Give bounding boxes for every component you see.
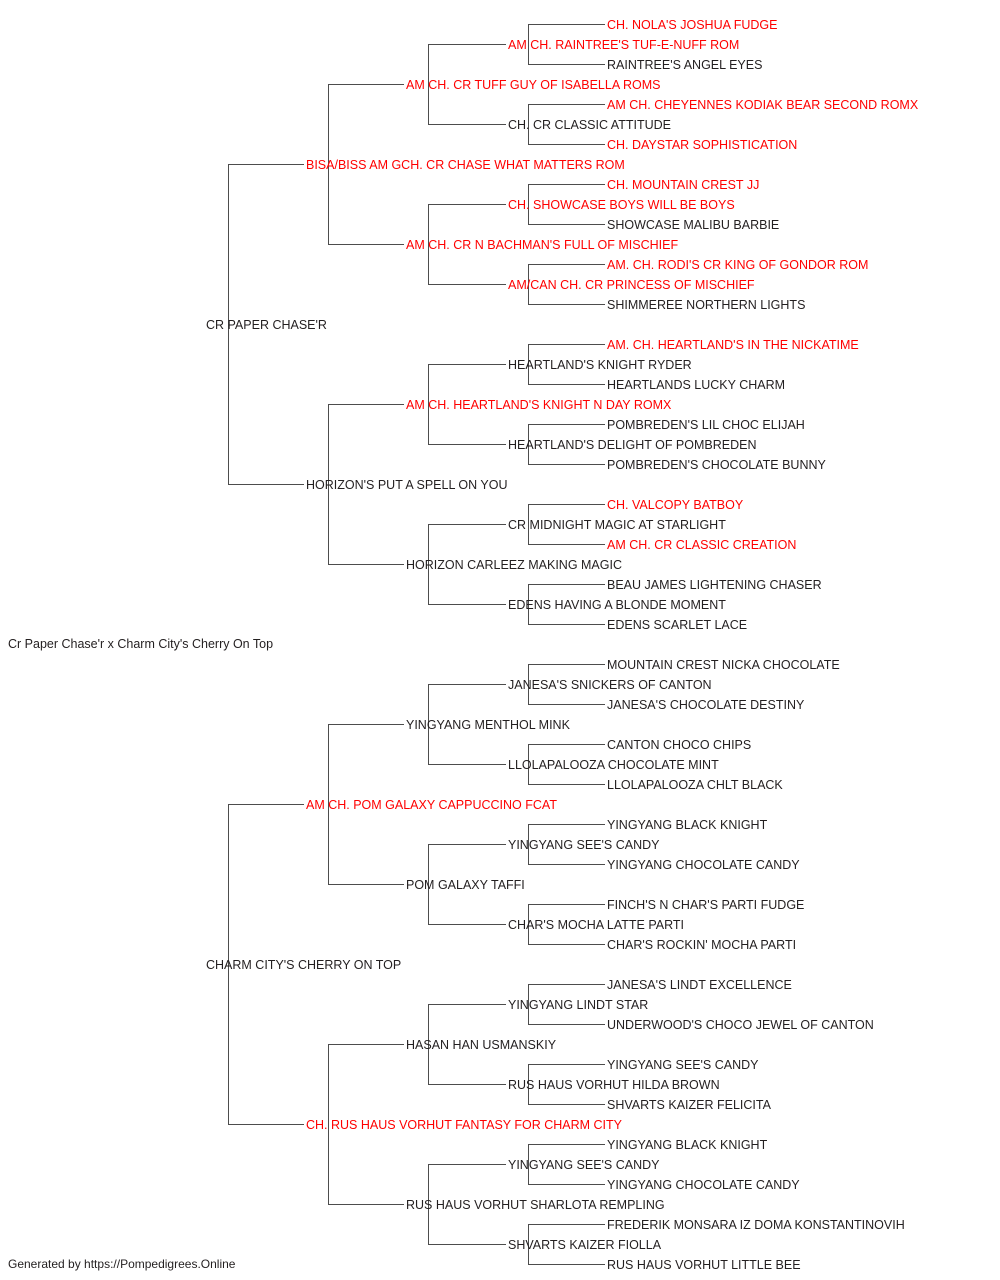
pedigree-connector	[528, 1264, 605, 1265]
pedigree-connector	[528, 1024, 605, 1025]
pedigree-node[interactable]: AM CH. CHEYENNES KODIAK BEAR SECOND ROMX	[607, 98, 919, 112]
pedigree-node[interactable]: HEARTLAND'S DELIGHT OF POMBREDEN	[508, 438, 757, 452]
pedigree-node[interactable]: CANTON CHOCO CHIPS	[607, 738, 752, 752]
pedigree-node[interactable]: CH. SHOWCASE BOYS WILL BE BOYS	[508, 198, 735, 212]
pedigree-connector	[428, 764, 506, 765]
pedigree-connector	[528, 664, 605, 665]
pedigree-node[interactable]: YINGYANG BLACK KNIGHT	[607, 1138, 768, 1152]
pedigree-node[interactable]: LLOLAPALOOZA CHOCOLATE MINT	[508, 758, 719, 772]
pedigree-node[interactable]: SHVARTS KAIZER FELICITA	[607, 1098, 771, 1112]
pedigree-node[interactable]: RUS HAUS VORHUT LITTLE BEE	[607, 1258, 801, 1272]
pedigree-node[interactable]: CH. MOUNTAIN CREST JJ	[607, 178, 760, 192]
pedigree-connector	[428, 1244, 506, 1245]
pedigree-connector	[528, 1104, 605, 1105]
pedigree-node[interactable]: RAINTREE'S ANGEL EYES	[607, 58, 763, 72]
pedigree-connector	[428, 1004, 506, 1005]
pedigree-connector	[228, 1124, 304, 1125]
pedigree-connector	[528, 384, 605, 385]
pedigree-connector	[228, 164, 304, 165]
pedigree-connector	[428, 1164, 506, 1165]
pedigree-connector	[428, 444, 506, 445]
pedigree-node[interactable]: CHAR'S ROCKIN' MOCHA PARTI	[607, 938, 797, 952]
pedigree-connector	[528, 64, 605, 65]
pedigree-node[interactable]: HORIZON'S PUT A SPELL ON YOU	[306, 478, 508, 492]
pedigree-connector	[328, 84, 404, 85]
pedigree-connector	[528, 744, 605, 745]
pedigree-connector	[428, 604, 506, 605]
pedigree-connector	[528, 824, 605, 825]
pedigree-connector	[528, 144, 605, 145]
pedigree-node[interactable]: POMBREDEN'S LIL CHOC ELIJAH	[607, 418, 805, 432]
pedigree-connector	[528, 1224, 605, 1225]
pedigree-connector	[528, 304, 605, 305]
pedigree-connector	[528, 1064, 605, 1065]
pedigree-connector	[228, 484, 304, 485]
pedigree-node[interactable]: AM/CAN CH. CR PRINCESS OF MISCHIEF	[508, 278, 755, 292]
pedigree-node[interactable]: JANESA'S LINDT EXCELLENCE	[607, 978, 792, 992]
pedigree-connector	[228, 804, 304, 805]
generated-by-footer: Generated by https://Pompedigrees.Online	[8, 1257, 236, 1271]
pedigree-connector	[528, 904, 605, 905]
pedigree-node[interactable]: CR PAPER CHASE'R	[206, 318, 327, 332]
pedigree-node[interactable]: CH. NOLA'S JOSHUA FUDGE	[607, 18, 778, 32]
pedigree-node[interactable]: RUS HAUS VORHUT SHARLOTA REMPLING	[406, 1198, 665, 1212]
pedigree-connector	[328, 1044, 404, 1045]
pedigree-connector	[428, 44, 506, 45]
pedigree-connector	[528, 464, 605, 465]
pedigree-node[interactable]: EDENS SCARLET LACE	[607, 618, 748, 632]
pedigree-connector	[428, 1084, 506, 1085]
pedigree-connector	[328, 564, 404, 565]
pedigree-caption: Cr Paper Chase'r x Charm City's Cherry On Top	[8, 637, 274, 651]
pedigree-connector	[528, 504, 605, 505]
pedigree-connector	[428, 204, 506, 205]
pedigree-connector	[528, 1184, 605, 1185]
pedigree-connector	[528, 224, 605, 225]
pedigree-node[interactable]: AM. CH. RODI'S CR KING OF GONDOR ROM	[607, 258, 869, 272]
pedigree-connector	[328, 1204, 404, 1205]
pedigree-node[interactable]: AM. CH. HEARTLAND'S IN THE NICKATIME	[607, 338, 859, 352]
pedigree-connector	[528, 584, 605, 585]
pedigree-connector	[528, 424, 605, 425]
pedigree-connector	[528, 184, 605, 185]
pedigree-connector	[428, 524, 506, 525]
pedigree-node[interactable]: AM CH. CR TUFF GUY OF ISABELLA ROMS	[406, 78, 661, 92]
pedigree-connector	[528, 104, 605, 105]
pedigree-node[interactable]: UNDERWOOD'S CHOCO JEWEL OF CANTON	[607, 1018, 874, 1032]
pedigree-node[interactable]: CHAR'S MOCHA LATTE PARTI	[508, 918, 685, 932]
pedigree-node[interactable]: FINCH'S N CHAR'S PARTI FUDGE	[607, 898, 805, 912]
pedigree-node[interactable]: CH. VALCOPY BATBOY	[607, 498, 744, 512]
pedigree-node[interactable]: SHOWCASE MALIBU BARBIE	[607, 218, 780, 232]
pedigree-connector	[428, 364, 506, 365]
pedigree-node[interactable]: YINGYANG LINDT STAR	[508, 998, 649, 1012]
pedigree-connector	[528, 704, 605, 705]
pedigree-node[interactable]: AM CH. POM GALAXY CAPPUCCINO FCAT	[306, 798, 557, 812]
pedigree-connector	[428, 284, 506, 285]
pedigree-node[interactable]: AM CH. RAINTREE'S TUF-E-NUFF ROM	[508, 38, 740, 52]
pedigree-connector	[328, 884, 404, 885]
pedigree-connector	[528, 24, 605, 25]
pedigree-node[interactable]: HASAN HAN USMANSKIY	[406, 1038, 557, 1052]
pedigree-node[interactable]: BISA/BISS AM GCH. CR CHASE WHAT MATTERS ROM	[306, 158, 625, 172]
pedigree-node[interactable]: AM CH. HEARTLAND'S KNIGHT N DAY ROMX	[406, 398, 672, 412]
pedigree-node[interactable]: RUS HAUS VORHUT HILDA BROWN	[508, 1078, 720, 1092]
pedigree-node[interactable]: YINGYANG CHOCOLATE CANDY	[607, 858, 800, 872]
pedigree-connector	[428, 844, 506, 845]
pedigree-connector	[528, 1144, 605, 1145]
pedigree-node[interactable]: CR MIDNIGHT MAGIC AT STARLIGHT	[508, 518, 726, 532]
pedigree-node[interactable]: SHIMMEREE NORTHERN LIGHTS	[607, 298, 806, 312]
pedigree-connector	[528, 944, 605, 945]
pedigree-connector	[528, 344, 605, 345]
pedigree-node[interactable]: CHARM CITY'S CHERRY ON TOP	[206, 958, 402, 972]
pedigree-connector	[528, 544, 605, 545]
pedigree-node[interactable]: YINGYANG BLACK KNIGHT	[607, 818, 768, 832]
pedigree-connector	[328, 244, 404, 245]
pedigree-node[interactable]: HEARTLANDS LUCKY CHARM	[607, 378, 786, 392]
pedigree-node[interactable]: YINGYANG SEE'S CANDY	[607, 1058, 759, 1072]
pedigree-connector	[428, 684, 506, 685]
pedigree-node[interactable]: MOUNTAIN CREST NICKA CHOCOLATE	[607, 658, 840, 672]
pedigree-connector	[428, 124, 506, 125]
pedigree-connector	[428, 924, 506, 925]
pedigree-node[interactable]: EDENS HAVING A BLONDE MOMENT	[508, 598, 726, 612]
pedigree-connector	[328, 724, 404, 725]
pedigree-node[interactable]: CH. DAYSTAR SOPHISTICATION	[607, 138, 798, 152]
pedigree-node[interactable]: HORIZON CARLEEZ MAKING MAGIC	[406, 558, 622, 572]
pedigree-node[interactable]: AM CH. CR CLASSIC CREATION	[607, 538, 797, 552]
pedigree-node[interactable]: YINGYANG CHOCOLATE CANDY	[607, 1178, 800, 1192]
pedigree-node[interactable]: FREDERIK MONSARA IZ DOMA KONSTANTINOVIH	[607, 1218, 905, 1232]
pedigree-node[interactable]: YINGYANG MENTHOL MINK	[406, 718, 570, 732]
pedigree-node[interactable]: POMBREDEN'S CHOCOLATE BUNNY	[607, 458, 826, 472]
pedigree-node[interactable]: AM CH. CR N BACHMAN'S FULL OF MISCHIEF	[406, 238, 679, 252]
pedigree-connector	[328, 404, 404, 405]
pedigree-node[interactable]: YINGYANG SEE'S CANDY	[508, 1158, 660, 1172]
pedigree-connector	[528, 864, 605, 865]
pedigree-node[interactable]: SHVARTS KAIZER FIOLLA	[508, 1238, 662, 1252]
pedigree-connector	[528, 984, 605, 985]
pedigree-node[interactable]: JANESA'S CHOCOLATE DESTINY	[607, 698, 805, 712]
pedigree-node[interactable]: JANESA'S SNICKERS OF CANTON	[508, 678, 712, 692]
pedigree-connector	[528, 784, 605, 785]
pedigree-node[interactable]: YINGYANG SEE'S CANDY	[508, 838, 660, 852]
pedigree-node[interactable]: CH. RUS HAUS VORHUT FANTASY FOR CHARM CITY	[306, 1118, 623, 1132]
pedigree-node[interactable]: LLOLAPALOOZA CHLT BLACK	[607, 778, 783, 792]
pedigree-connector	[528, 264, 605, 265]
pedigree-node[interactable]: CH. CR CLASSIC ATTITUDE	[508, 118, 671, 132]
pedigree-node[interactable]: BEAU JAMES LIGHTENING CHASER	[607, 578, 822, 592]
pedigree-node[interactable]: POM GALAXY TAFFI	[406, 878, 525, 892]
pedigree-node[interactable]: HEARTLAND'S KNIGHT RYDER	[508, 358, 692, 372]
pedigree-connector	[528, 624, 605, 625]
